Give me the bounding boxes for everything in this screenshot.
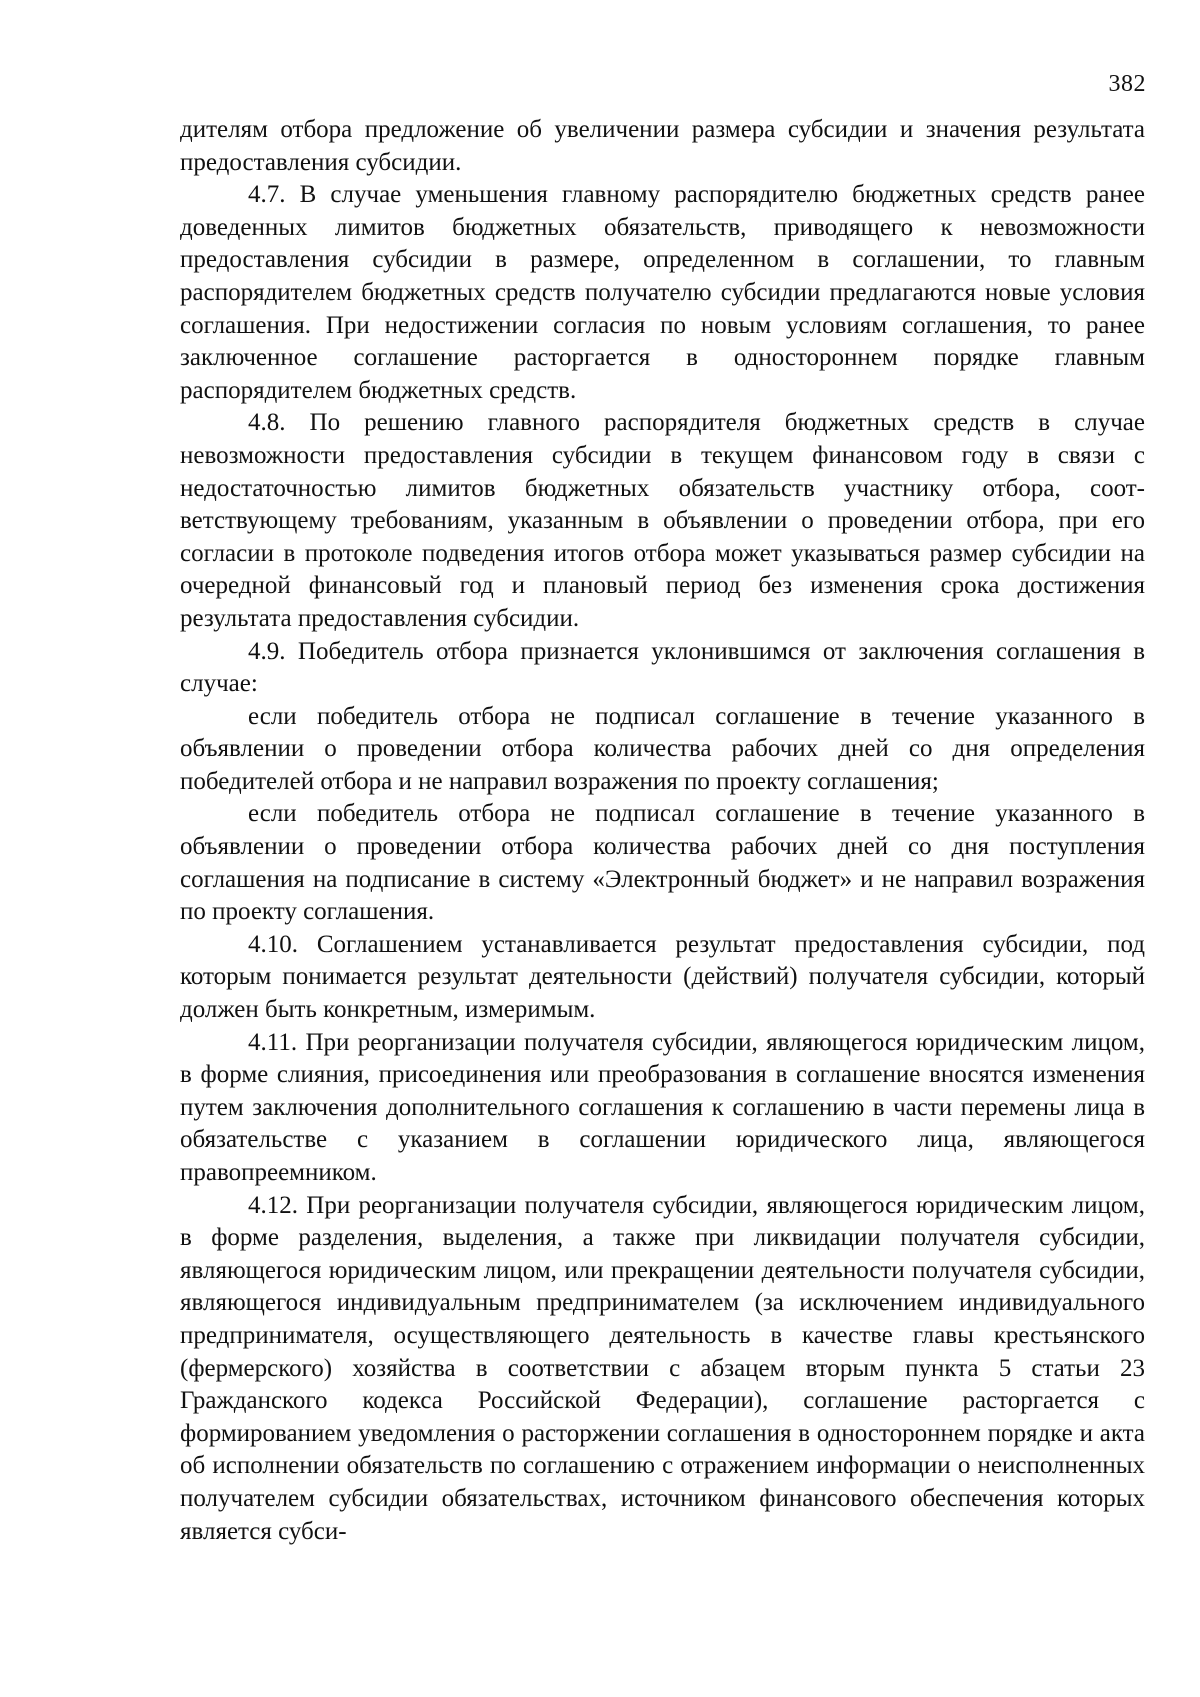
paragraph-4-9-case-2: если победитель отбора не подписал соглашение в течение указанного в объявлении о проведении отбора количества рабочих дней со дня поступления соглашения на подписание в систему «Электронный бюджет» и не направил возражения по проекту соглашения.: [180, 800, 1145, 926]
paragraph-4-11: 4.11. При реорганизации получателя субсидии, являющегося юридическим лицом, в форме слияния, присоединения или преобразования в соглашение вносятся изменения путем заключения дополнительного соглашения к соглашению в части перемены лица в обязательстве с указанием в соглашении юридического лица, являющегося правопреемником.: [180, 1028, 1145, 1186]
paragraph-4-12: 4.12. При реорганизации получателя субсидии, являющегося юридическим лицом, в форме разделения, выделения, а также при ликвидации получателя субсидии, являющегося юридическим лицом, или прекращении деятельности получателя субсидии, являющегося индивидуальным предпринимателем (за исключением индивидуального предпринимателя, осуществляющего деятельность в качестве главы крестьянского (фермерского) хозяйства в соответствии с абзацем вторым пункта 5 статьи 23 Гражданского кодекса Российской Федерации), соглашение расторгается с формированием уведомления о расторжении соглашения в одностороннем порядке и акта об исполнении обязательств по соглашению с отражением информации о неисполненных получателем субсидии обязательствах, источником финансового обеспечения которых является субси-: [180, 1191, 1145, 1545]
page-number: 382: [1108, 71, 1146, 97]
paragraph-4-9-case-1: если победитель отбора не подписал соглашение в течение указанного в объявлении о проведении отбора количества рабочих дней со дня определения победителей отбора и не направил возражения по проекту соглашения;: [180, 702, 1145, 795]
paragraph-4-10: 4.10. Соглашением устанавливается результат предоставления субсидии, под которым понимается результат деятельности (действий) получателя субсидии, который должен быть конкретным, измеримым.: [180, 930, 1145, 1024]
paragraph-4-8: 4.8. По решению главного распорядителя бюджетных средств в случае невозможности предоставления субсидии в текущем финансовом году в связи с недостаточностью лимитов бюджетных обязательств участнику отбора, соответствующему требованиям, указанным в объявлении о проведении отбора, при его согласии в протоколе подведения итогов отбора может указываться размер субсидии на очередной финансовый год и плановый период без изменения срока достижения результата предоставления субсидии.: [180, 409, 1145, 632]
document-body: [180, 114, 1145, 1548]
paragraph-4-9: 4.9. Победитель отбора признается уклонившимся от заключения соглашения в случае:: [180, 637, 1145, 698]
paragraph-4-7: 4.7. В случае уменьшения главному распорядителю бюджетных средств ранее доведенных лимитов бюджетных обязательств, приводящего к невозможности предоставления субсидии в размере, определенном в соглашении, то главным распорядителем бюджетных средств получателю субсидии предлагаются новые условия соглашения. При недостижении согласия по новым условиям соглашения, то ранее заключенное соглашение расторгается в одностороннем порядке главным распорядителем бюджетных средств.: [180, 181, 1145, 404]
paragraph-continuation: дителям отбора предложение об увеличении размера субсидии и значения результата предоставления субсидии.: [180, 116, 1145, 176]
